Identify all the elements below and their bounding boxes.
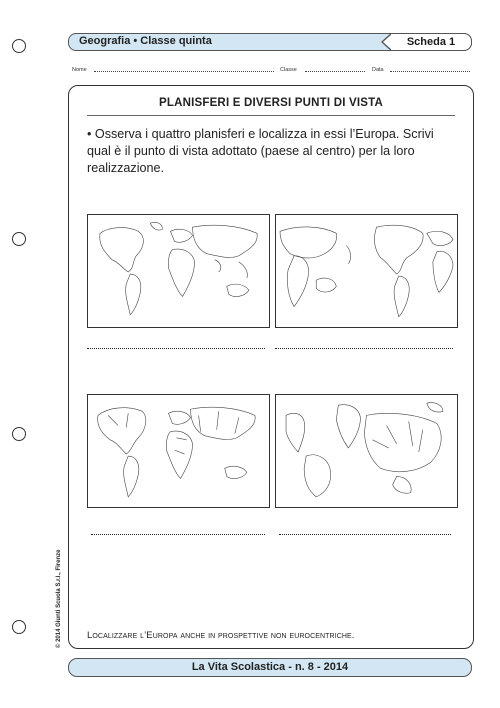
learning-goal-note: Localizzare l’Europa anche in prospettive non eurocentriche. <box>87 630 355 641</box>
subject-title: Geografia • Classe quinta <box>79 35 212 47</box>
map-1-drawing <box>88 215 269 327</box>
binder-hole-4 <box>12 620 26 634</box>
date-field[interactable] <box>390 71 470 72</box>
binder-hole-3 <box>12 427 26 441</box>
class-label: Classe <box>280 67 297 73</box>
map-3-drawing <box>88 395 269 507</box>
copyright-text: © 2014 Giunti Scuola S.r.l., Firenze <box>56 549 62 648</box>
worksheet-box <box>68 85 474 649</box>
title-divider <box>87 115 455 116</box>
answer-line-1[interactable] <box>87 348 265 349</box>
name-label: Nome <box>72 67 87 73</box>
sheet-label: Scheda 1 <box>390 33 472 51</box>
class-field[interactable] <box>305 71 365 72</box>
answer-line-3[interactable] <box>91 534 265 535</box>
header-bar <box>68 33 472 51</box>
publication-footer: La Vita Scolastica - n. 8 - 2014 <box>68 658 472 677</box>
date-label: Data <box>372 67 384 73</box>
binder-hole-2 <box>12 232 26 246</box>
binder-hole-1 <box>12 39 26 53</box>
map-4-drawing <box>276 395 457 507</box>
answer-line-2[interactable] <box>275 348 453 349</box>
world-map-south-up <box>275 394 458 508</box>
instruction-text: • Osserva i quattro planisferi e localizza in essi l’Europa. Scrivi qual è il punto di vista adottato (paese al centro) per la loro realizzazione. <box>87 127 434 175</box>
map-2-drawing <box>276 215 457 327</box>
name-field[interactable] <box>94 71 274 72</box>
world-map-europe-centered <box>87 214 270 328</box>
answer-line-4[interactable] <box>279 534 451 535</box>
world-map-political <box>87 394 270 508</box>
worksheet-title: PLANISFERI E DIVERSI PUNTI DI VISTA <box>158 97 384 109</box>
world-map-pacific-centered <box>275 214 458 328</box>
